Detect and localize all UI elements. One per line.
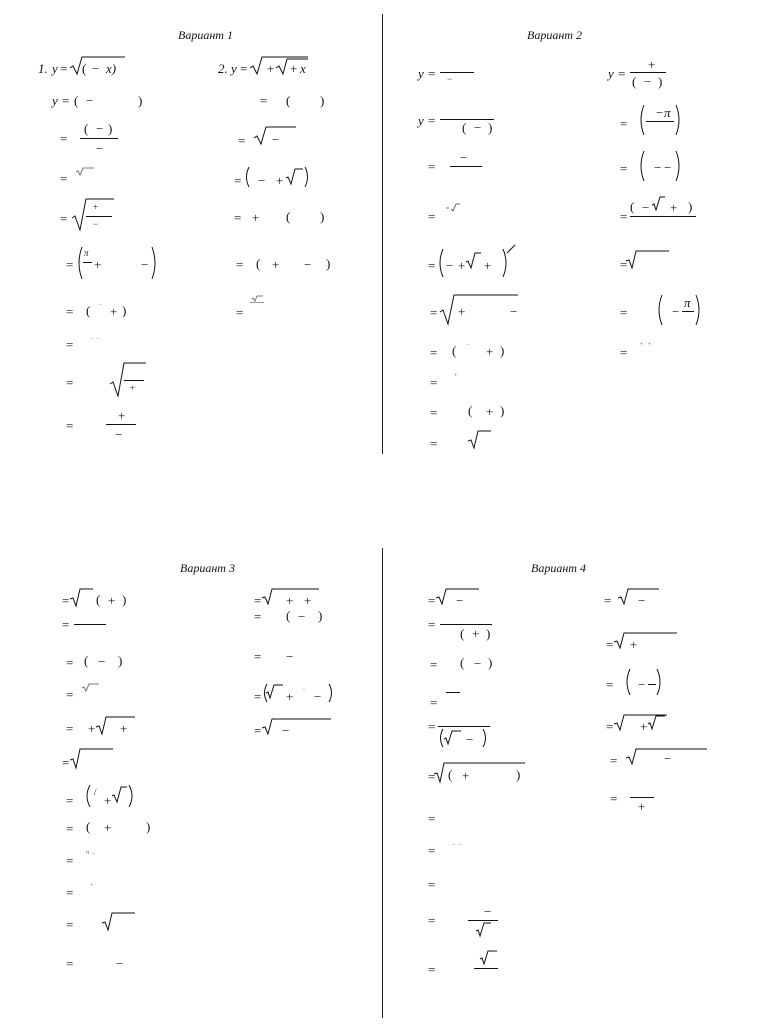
fraction-bar — [646, 121, 674, 122]
v1-c2-l1-num: 2. — [218, 61, 228, 76]
v2-c1-l7-eq: = — [430, 345, 438, 360]
fraction-bar — [438, 726, 490, 727]
v1-c2-l7-eq: = — [236, 305, 244, 320]
v2-c1-l2-lp: ( — [462, 120, 467, 135]
radical-icon — [466, 252, 482, 270]
big-left-paren-icon — [84, 784, 91, 808]
v1-c1-l10-minus: − — [115, 427, 123, 442]
v2-c2-l4-lp: ( — [630, 199, 635, 214]
v1-c1-l3-eq: = — [60, 131, 68, 146]
v4-c1-l5-eq: = — [428, 719, 436, 734]
v3-c1-l4-eq: = — [66, 687, 74, 702]
v4-c2-l2-plus: + — [630, 637, 638, 652]
v2-c1-l9-plus: + — [486, 404, 494, 419]
v4-c1-l10-minus: − — [484, 904, 492, 919]
v1-c1-l9-plus: + — [130, 383, 136, 393]
v2-c2-l1-minus: − — [644, 74, 652, 89]
v2-c1-l4-eq: = — [428, 209, 436, 224]
v3-c1-l10-tiny: + — [90, 883, 94, 889]
v2-c2-l2-eq: = — [620, 116, 628, 131]
big-right-paren-icon — [128, 784, 135, 808]
v3-c1-l9-pi: π — [86, 850, 90, 856]
radical-icon — [102, 912, 136, 932]
v2-c2-l4-rp: ) — [688, 199, 693, 214]
v4-c1-l11-eq: = — [428, 962, 436, 977]
v1-c2-l6-plus: + — [272, 257, 280, 272]
v1-c2-l5-lp: ( — [286, 209, 291, 224]
fraction-bar — [86, 216, 112, 217]
v2-c2-l6-minus: − — [672, 304, 680, 319]
v4-c2-l3-eq: = — [606, 677, 614, 692]
v4-c1-l6-rp: ) — [516, 767, 521, 782]
radical-icon — [70, 748, 114, 770]
v2-c1-l3-minus: − — [460, 150, 468, 165]
v1-c1-l2-eq: = — [62, 93, 70, 108]
v1-c2-l4-plus: + — [276, 173, 284, 188]
v3-c1-l12-minus: − — [116, 956, 124, 971]
v2-c1-l2-eq: = — [428, 113, 436, 128]
v2-c1-l9-eq: = — [430, 405, 438, 420]
v2-c2-l3-minus1: − — [654, 160, 662, 175]
radical-icon — [112, 786, 128, 804]
v2-c1-l5-plus1: + — [458, 258, 466, 273]
v4-c2-l1-eq: = — [604, 593, 612, 608]
v3-c2-l1-plus1: + — [286, 593, 294, 608]
v3-c2-l2-lp: ( — [286, 608, 291, 623]
v3-c1-l10-eq: = — [66, 885, 74, 900]
v3-c2-l5-eq: = — [254, 723, 262, 738]
fraction-bar — [630, 216, 696, 217]
big-left-paren-icon — [437, 248, 444, 278]
v1-c1-l1-minus: − — [92, 61, 100, 76]
v4-c2-l5-eq: = — [610, 753, 618, 768]
v4-c1-l10-eq: = — [428, 913, 436, 928]
v3-c1-l9-eq: = — [66, 853, 74, 868]
fraction-bar — [630, 797, 654, 798]
v3-c1-l3-rp: ) — [118, 653, 123, 668]
v4-c1-l6-lp: ( — [448, 767, 453, 782]
v3-c2-l2-rp: ) — [318, 608, 323, 623]
big-left-paren-icon — [656, 294, 664, 326]
v3-c2-l2-minus: − — [298, 609, 306, 624]
v2-c1-l9-lp: ( — [468, 403, 473, 418]
v1-c1-l6-minus: − — [141, 257, 149, 272]
v3-c1-l7-eq: = — [66, 793, 74, 808]
v3-c1-l3-eq: = — [66, 655, 74, 670]
v3-c2-l3-minus: − — [286, 649, 294, 664]
big-right-paren-icon — [482, 728, 488, 748]
v2-c1-l2-minus: − — [474, 120, 482, 135]
v4-c1-l4-eq: = — [430, 695, 438, 710]
big-left-paren-icon — [638, 104, 646, 136]
v2-c1-l3-eq: = — [428, 159, 436, 174]
v3-c1-l2-eq: = — [62, 617, 70, 632]
big-right-paren-icon — [674, 150, 682, 182]
v2-c1-l8-eq: = — [430, 375, 438, 390]
v1-c2-l5-rp: ) — [320, 209, 325, 224]
big-left-paren-icon — [244, 166, 250, 188]
v2-c1-l8-tiny: + — [454, 373, 458, 379]
v1-c1-l9-eq: = — [66, 375, 74, 390]
v2-c1-l7-rp: ) — [500, 343, 505, 358]
v2-c1-l1-minus: − — [447, 74, 453, 84]
v1-c1-l8-marks: − − — [90, 336, 100, 342]
v1-c1-l6-eq: = — [66, 257, 74, 272]
radical-icon — [82, 684, 100, 692]
v3-c1-l7-plus: + — [104, 793, 112, 808]
v2-c2-l2-pi: π — [664, 105, 671, 120]
fraction-bar — [630, 72, 666, 73]
fraction-bar — [124, 380, 144, 381]
v4-c2-l4-eq: = — [606, 719, 614, 734]
v3-c1-l7-slash: / — [94, 787, 97, 797]
v2-c1-l9-rp: ) — [500, 403, 505, 418]
big-right-paren-icon — [150, 246, 158, 280]
v4-c2-l6-eq: = — [610, 791, 618, 806]
v1-c1-l3-lp: ( — [84, 121, 89, 136]
v4-c2-l4-plus: + — [640, 719, 648, 734]
v2-c1-l5-eq: = — [428, 258, 436, 273]
v2-c2-l3-eq: = — [620, 161, 628, 176]
v2-c2-l7-eq: = — [620, 345, 628, 360]
v2-c2-l2-minus: − — [656, 105, 664, 120]
v1-c1-l5-minus: − — [93, 219, 99, 229]
v4-c1-l6-plus: + — [462, 768, 470, 783]
big-left-paren-icon — [76, 246, 84, 280]
v1-c2-l6-minus: − — [304, 257, 312, 272]
v4-c1-l2-rp: ) — [486, 626, 491, 641]
v3-c2-l4-minus: − — [314, 689, 322, 704]
v1-c2-l2-eq: = — [260, 93, 268, 108]
fraction-bar — [80, 138, 118, 139]
v1-c1-l5-plus: + — [93, 202, 99, 212]
v2-c2-l1-eq: = — [618, 66, 626, 81]
v3-c2-l2-eq: = — [254, 609, 262, 624]
v1-c1-l1-y: y — [52, 61, 58, 76]
radical-icon — [480, 950, 498, 966]
v1-c2-l6-rp: ) — [326, 256, 331, 271]
v1-c2-l6-eq: = — [236, 257, 244, 272]
v2-c2-l4-plus: + — [670, 200, 678, 215]
v2-c1-l6-eq: = — [430, 305, 438, 320]
v1-c2-l3-minus: − — [272, 132, 280, 147]
divider-bottom — [382, 548, 383, 1018]
variant-2-title: Вариант 2 — [527, 28, 582, 42]
v2-c1-l7-plus: + — [486, 344, 494, 359]
v4-c2-l6-plus: + — [638, 799, 646, 814]
fraction-bar — [682, 311, 694, 312]
v3-c1-l1-eq: = — [62, 593, 70, 608]
v3-c1-l8-eq: = — [66, 821, 74, 836]
v1-c1-l2-minus: − — [86, 93, 94, 108]
v3-c2-l4-plus: + — [286, 689, 294, 704]
v4-c1-l1-eq: = — [428, 593, 436, 608]
v1-c2-l5-eq: = — [234, 210, 242, 225]
v3-c1-l1-rp: ) — [122, 592, 127, 607]
fraction-bar — [440, 624, 492, 625]
v3-c1-l12-eq: = — [66, 956, 74, 971]
v2-c1-l5-plus2: + — [484, 258, 492, 273]
v1-c2-l2-lp: ( — [286, 93, 291, 108]
v1-c1-l6-plus: + — [94, 257, 102, 272]
radical-icon — [266, 684, 284, 700]
radical-icon — [444, 730, 462, 746]
big-right-paren-icon — [694, 294, 702, 326]
radical-icon — [614, 632, 678, 650]
big-left-paren-icon — [624, 668, 631, 696]
v3-c1-l8-lp: ( — [86, 819, 91, 834]
v4-c1-l1-minus: − — [456, 593, 464, 608]
radical-icon — [286, 168, 304, 186]
v3-c1-l3-lp: ( — [84, 653, 89, 668]
v1-c1-l7-plus: + — [110, 304, 118, 319]
v2-c2-l6-pi: π — [684, 295, 691, 310]
v3-c1-l6-eq: = — [62, 755, 70, 770]
v3-c1-l9-tiny: − — [92, 851, 96, 857]
v1-c2-l6-lp: ( — [256, 256, 261, 271]
fraction-bar — [474, 968, 498, 969]
v1-c1-l4-eq: = — [60, 171, 68, 186]
radical-icon — [96, 716, 136, 736]
v1-c1-l10-eq: = — [66, 418, 74, 433]
v4-c1-l2-lp: ( — [460, 626, 465, 641]
v1-c1-l3-den: − — [96, 141, 104, 156]
v4-c2-l3-minus: − — [638, 677, 646, 692]
v3-c1-l8-rp: ) — [146, 819, 151, 834]
v2-c1-l1-eq: = — [428, 66, 436, 81]
v4-c1-l3-minus: − — [474, 656, 482, 671]
radical-icon — [262, 718, 332, 736]
v4-c2-l2-eq: = — [606, 637, 614, 652]
v2-c2-l6-eq: = — [620, 305, 628, 320]
fraction-bar — [446, 692, 460, 693]
v2-c1-l5-minus: − — [446, 258, 454, 273]
v1-c1-l1-num: 1. — [38, 61, 48, 76]
v4-c1-l8-eq: = — [428, 843, 436, 858]
v1-c1-l1-eq: = — [60, 61, 68, 76]
v2-c1-l6-plus: + — [458, 304, 466, 319]
v3-c2-l5-minus: − — [282, 723, 290, 738]
v4-c1-l7-eq: = — [428, 811, 436, 826]
v2-c1-l7-lp: ( — [452, 343, 457, 358]
variant-3-title: Вариант 3 — [180, 561, 235, 575]
v3-c2-l4-tiny: − — [302, 687, 306, 693]
fraction-bar — [468, 920, 498, 921]
big-right-paren-icon — [328, 683, 334, 703]
v3-c2-l1-eq: = — [254, 593, 262, 608]
v1-c2-l5-plus: + — [252, 210, 260, 225]
v4-c1-l2-plus: + — [472, 626, 480, 641]
big-right-paren-icon — [656, 668, 663, 696]
v1-c2-l1-x: x — [300, 61, 306, 76]
radical-icon — [648, 715, 666, 731]
fraction-bar — [440, 72, 474, 73]
radical-icon — [468, 430, 492, 450]
v1-c1-l7-rp: ) — [122, 303, 127, 318]
v1-c1-l1-x: x) — [106, 61, 117, 76]
v1-c1-l2-lp: ( — [74, 93, 79, 108]
v2-c1-l2-y: y — [418, 113, 424, 128]
v2-c1-l10-eq: = — [430, 436, 438, 451]
big-right-paren-icon — [674, 104, 682, 136]
slash-mark-icon — [506, 244, 516, 254]
v1-c2-l4-minus: − — [258, 173, 266, 188]
v2-c1-l6-minus: − — [510, 304, 518, 319]
radical-icon — [76, 168, 96, 176]
v4-c1-l3-eq: = — [430, 657, 438, 672]
v2-c1-l7-tiny: − — [466, 342, 470, 348]
fraction-bar — [648, 684, 656, 685]
v1-c1-l3-rp: ) — [108, 121, 113, 136]
fraction-bar — [74, 624, 106, 625]
radical-icon — [476, 922, 492, 938]
v4-c1-l6-eq: = — [428, 769, 436, 784]
v4-c1-l3-lp: ( — [460, 655, 465, 670]
variant-4-title: Вариант 4 — [531, 561, 586, 575]
v1-c1-l7-eq: = — [66, 304, 74, 319]
v2-c2-l1-rp: ) — [658, 74, 663, 89]
v2-c2-l1-plus: + — [648, 57, 656, 72]
v1-c1-l2-y: y — [52, 93, 58, 108]
v2-c1-l1-y: y — [418, 66, 424, 81]
v1-c2-l1-plus1: + — [267, 61, 275, 76]
v4-c1-l8-marks: − − — [452, 842, 462, 848]
v2-c2-l1-lp: ( — [632, 74, 637, 89]
v1-c2-l1-y: y — [231, 61, 237, 76]
v3-c1-l5-plus1: + — [88, 721, 96, 736]
v3-c2-l1-plus2: + — [304, 593, 312, 608]
variant-1-title: Вариант 1 — [178, 28, 233, 42]
v3-c1-l8-plus: + — [104, 820, 112, 835]
v1-c1-l10-plus: + — [118, 408, 126, 423]
v4-c1-l5-minus: − — [466, 732, 474, 747]
v3-c1-l3-minus: − — [98, 654, 106, 669]
fraction-bar — [83, 262, 92, 263]
v1-c1-l1-lp: ( — [82, 61, 87, 76]
v4-c1-l2-eq: = — [428, 617, 436, 632]
v2-c2-l7-marks: + + — [640, 342, 652, 348]
v2-c2-l5-eq: = — [620, 257, 628, 272]
v2-c2-l4-eq: = — [620, 209, 628, 224]
big-right-paren-icon — [304, 166, 310, 188]
v1-c1-l8-eq: = — [66, 337, 74, 352]
divider-top — [382, 14, 383, 454]
radical-icon — [652, 196, 666, 212]
v3-c1-l5-eq: = — [66, 721, 74, 736]
v2-c2-l4-minus: − — [642, 200, 650, 215]
radical-icon — [70, 588, 94, 608]
v3-c1-l1-plus: + — [108, 593, 116, 608]
v3-c1-l5-plus2: + — [120, 721, 128, 736]
v3-c2-l3-eq: = — [254, 649, 262, 664]
v4-c1-l3-rp: ) — [488, 655, 493, 670]
radical-icon — [440, 294, 520, 326]
v1-c2-l1-eq: = — [240, 61, 248, 76]
v1-c2-l3-eq: = — [238, 133, 246, 148]
v4-c2-l1-minus: − — [638, 593, 646, 608]
v1-c1-l5-eq: = — [60, 211, 68, 226]
v3-c1-l11-eq: = — [66, 917, 74, 932]
big-left-paren-icon — [638, 150, 646, 182]
v1-c1-l6-pi: π — [84, 248, 89, 258]
v1-c1-l3-minus: − — [96, 121, 104, 136]
v1-c2-l1-plus2: + — [290, 61, 298, 76]
radical-icon — [626, 250, 670, 270]
v1-c1-l2-rp: ) — [138, 93, 143, 108]
v1-c2-l4-eq: = — [234, 173, 242, 188]
v1-c2-l2-rp: ) — [320, 93, 325, 108]
v3-c1-l1-lp: ( — [96, 592, 101, 607]
v2-c2-l1-y: y — [608, 66, 614, 81]
v3-c2-l4-eq: = — [254, 689, 262, 704]
fraction-bar — [250, 302, 264, 303]
v4-c2-l5-minus: − — [664, 751, 672, 766]
v4-c1-l9-eq: = — [428, 877, 436, 892]
v2-c1-l2-rp: ) — [488, 120, 493, 135]
v1-c1-l7-tiny: − — [99, 302, 103, 308]
v2-c2-l3-minus2: − — [664, 160, 672, 175]
v1-c1-l7-lp: ( — [86, 303, 91, 318]
fraction-bar — [450, 166, 482, 167]
fraction-bar — [106, 424, 136, 425]
radical-icon — [446, 204, 460, 212]
fraction-bar — [440, 119, 494, 120]
